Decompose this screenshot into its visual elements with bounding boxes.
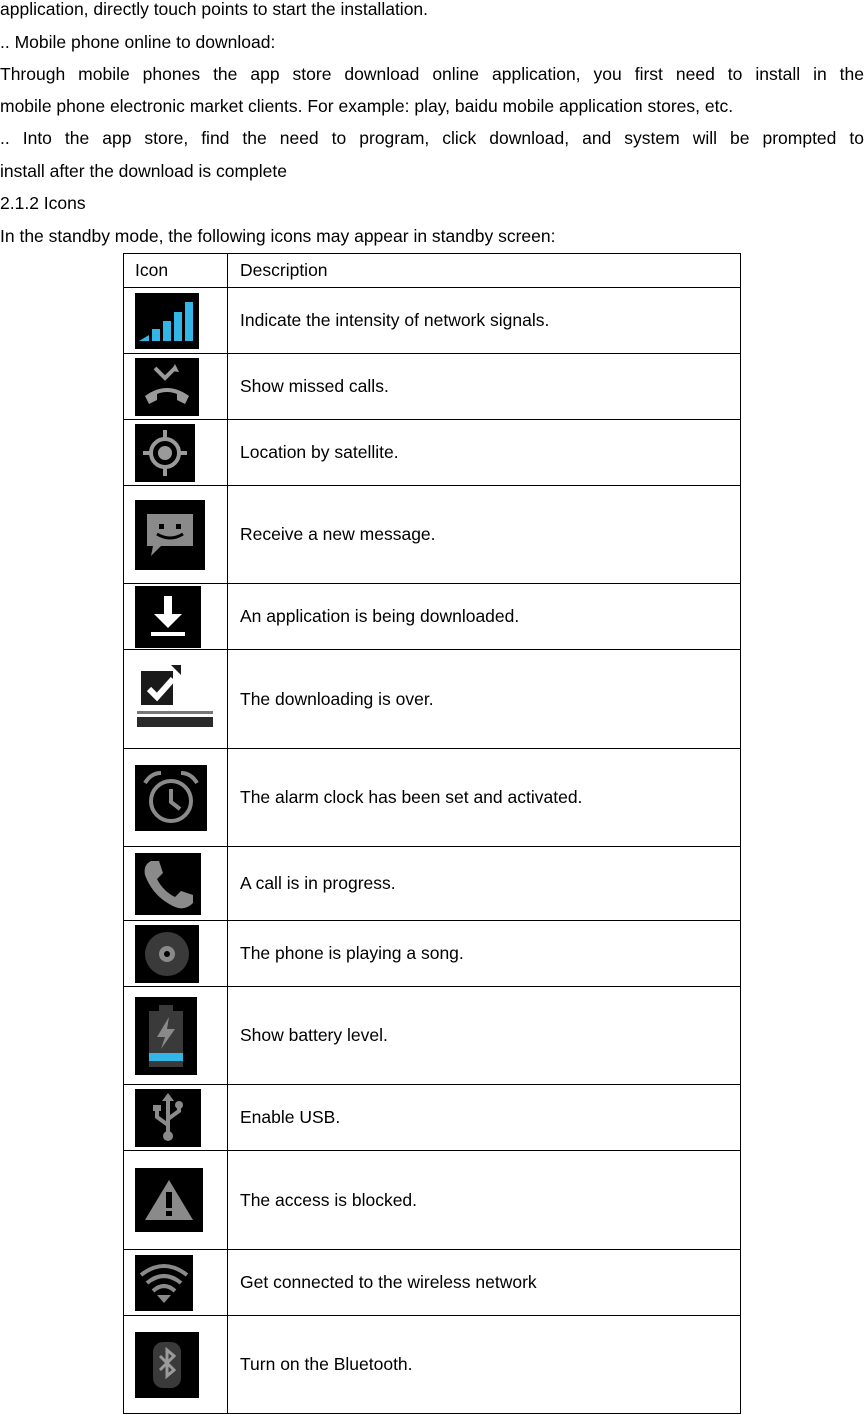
music-playing-icon — [135, 925, 199, 983]
gps-location-icon — [135, 424, 195, 482]
paragraph-find-program-line2: install after the download is complete — [0, 161, 287, 181]
table-row — [124, 921, 741, 987]
wifi-icon — [135, 1255, 193, 1311]
description-cell: The access is blocked. — [228, 1151, 741, 1250]
header-icon: Icon — [124, 254, 228, 288]
description-cell: The alarm clock has been set and activated. — [228, 749, 741, 847]
table-row — [124, 749, 741, 847]
paragraph-install-tip: application, directly touch points to start the installation. — [0, 0, 429, 19]
table-header-row — [124, 254, 741, 288]
download-complete-icon — [135, 663, 213, 735]
icon-cell — [124, 921, 228, 987]
paragraph-online-download-heading: .. Mobile phone online to download: — [0, 32, 276, 52]
icons-table — [123, 253, 741, 1414]
download-icon — [135, 586, 201, 648]
table-row — [124, 584, 741, 650]
icon-cell — [124, 584, 228, 650]
paragraph-app-store-line1: Through mobile phones the app store download online application, you first need to install in the — [0, 64, 864, 84]
icon-cell — [124, 1316, 228, 1414]
signal-strength-icon — [135, 293, 199, 349]
new-message-icon — [135, 500, 205, 570]
icon-cell — [124, 650, 228, 749]
icon-cell — [124, 288, 228, 354]
description-cell: Location by satellite. — [228, 420, 741, 486]
description-cell: Enable USB. — [228, 1085, 741, 1151]
description-cell: Turn on the Bluetooth. — [228, 1316, 741, 1414]
description-cell: Indicate the intensity of network signals. — [228, 288, 741, 354]
description-cell: The phone is playing a song. — [228, 921, 741, 987]
icon-cell — [124, 1151, 228, 1250]
icon-cell — [124, 1085, 228, 1151]
icon-cell — [124, 847, 228, 921]
table-row — [124, 847, 741, 921]
icon-cell — [124, 486, 228, 584]
description-cell: The downloading is over. — [228, 650, 741, 749]
description-cell: Receive a new message. — [228, 486, 741, 584]
description-cell: An application is being downloaded. — [228, 584, 741, 650]
description-cell: Show missed calls. — [228, 354, 741, 420]
table-row — [124, 1151, 741, 1250]
warning-icon — [135, 1168, 203, 1232]
icon-cell — [124, 987, 228, 1085]
usb-icon — [135, 1089, 201, 1147]
table-row — [124, 987, 741, 1085]
alarm-clock-icon — [135, 765, 207, 831]
section-heading-icons: 2.1.2 Icons — [0, 193, 86, 213]
paragraph-standby-intro: In the standby mode, the following icons may appear in standby screen: — [0, 226, 556, 246]
icon-cell — [124, 1250, 228, 1316]
bluetooth-icon — [135, 1332, 199, 1398]
header-description: Description — [228, 254, 741, 288]
table-row — [124, 1250, 741, 1316]
description-cell: Show battery level. — [228, 987, 741, 1085]
icon-cell — [124, 420, 228, 486]
table-row — [124, 288, 741, 354]
icon-cell — [124, 749, 228, 847]
battery-charging-icon — [135, 997, 197, 1075]
table-row — [124, 420, 741, 486]
paragraph-find-program-line1: .. Into the app store, find the need to program, click download, and system will be prompted to — [0, 128, 864, 148]
table-row — [124, 486, 741, 584]
icon-cell — [124, 354, 228, 420]
table-row — [124, 650, 741, 749]
table-row — [124, 354, 741, 420]
description-cell: A call is in progress. — [228, 847, 741, 921]
call-in-progress-icon — [135, 853, 201, 915]
missed-call-icon — [135, 358, 199, 416]
description-cell: Get connected to the wireless network — [228, 1250, 741, 1316]
table-row — [124, 1316, 741, 1414]
table-row — [124, 1085, 741, 1151]
paragraph-app-store-line2: mobile phone electronic market clients. For example: play, baidu mobile application stores, etc. — [0, 96, 734, 116]
